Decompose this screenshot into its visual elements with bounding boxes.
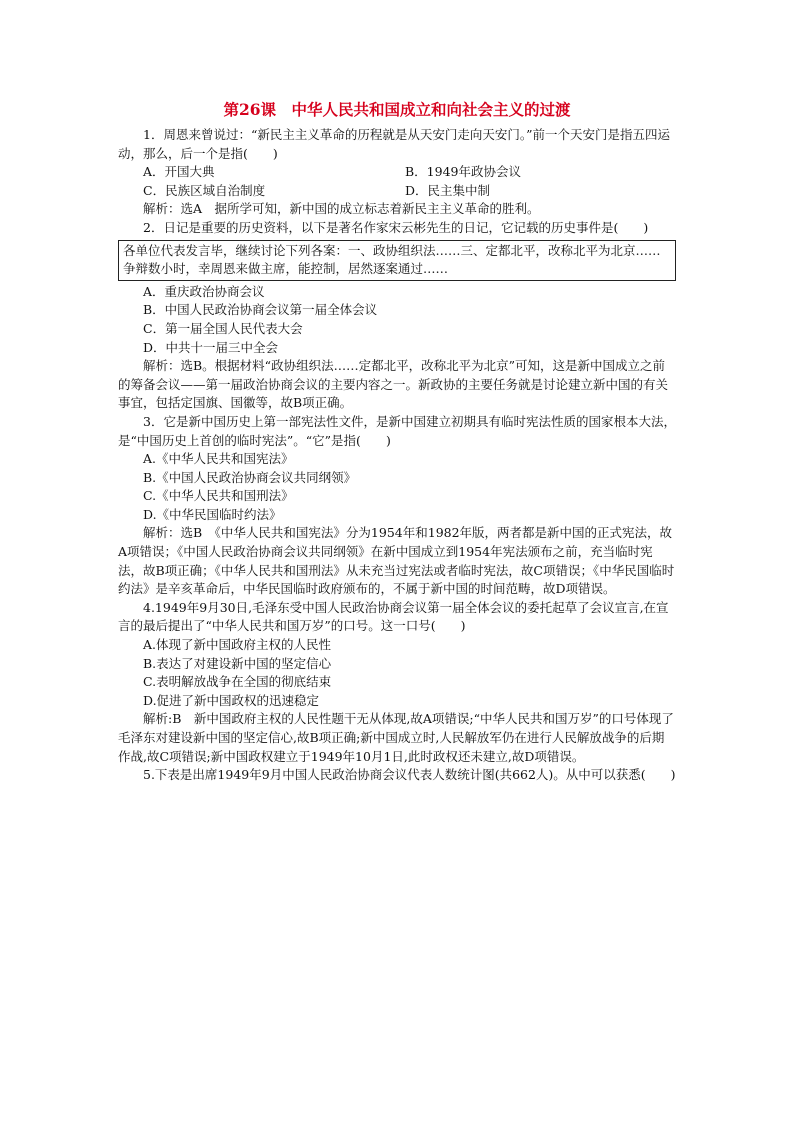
question-4-answer: 解析:B 新中国政府主权的人民性题干无从体现,故A项错误;“中华人民共和国万岁”的口号体现了毛泽东对建设新中国的坚定信心,故B项正确;新中国成立时,人民解放军仍在进行人民解放战争的后期作战,故C项错误;新中国政权建立于1949年10月1日,此时政权还未建立,故D项错误。: [118, 711, 674, 764]
question-3-stem: 3．它是新中国历史上第一部宪法性文件，是新中国建立初期具有临时宪法性质的国家根本大法，是“中国历史上首创的临时宪法”。“它”是指( ): [118, 413, 676, 448]
lesson-title: 第26课 中华人民共和国成立和向社会主义的过渡: [223, 100, 571, 119]
question-2-option-a: A．重庆政治协商会议: [143, 283, 265, 299]
question-2-answer: 解析：选B。根据材料“政协组织法……定都北平，改称北平为北京”可知，这是新中国成立之前的筹备会议——第一届政治协商会议的主要内容之一。新政协的主要任务就是讨论建立新中国的有关事宜，包括定国旗、国徽等，故B项正确。: [118, 358, 669, 411]
question-5-stem: 5.下表是出席1949年9月中国人民政治协商会议代表人数统计图(共662人)。从中可以获悉( ): [143, 767, 676, 783]
question-1-answer: 解析：选A 据所学可知，新中国的成立标志着新民主主义革命的胜利。: [143, 201, 540, 217]
question-2: [118, 219, 676, 413]
question-1-option-c: C．民族区域自治制度: [143, 182, 266, 198]
question-4-stem: 4.1949年9月30日,毛泽东受中国人民政治协商会议第一届全体会议的委托起草了会议宣言,在宣言的最后提出了“中华人民共和国万岁”的口号。这一口号( ): [118, 599, 669, 634]
question-4-option-b: B.表达了对建设新中国的坚定信心: [143, 655, 332, 671]
question-2-option-c: C．第一届全国人民代表大会: [143, 320, 303, 336]
question-3-option-a: A.《中华人民共和国宪法》: [143, 451, 294, 467]
question-2-stem: 2．日记是重要的历史资料，以下是著名作家宋云彬先生的日记，它记载的历史事件是( ): [143, 219, 649, 235]
question-2-quote: 各单位代表发言毕，继续讨论下列各案：一、政协组织法……三、定都北平，改称北平为北京……争辩数小时，幸周恩来做主席，能控制，居然逐案通过……: [123, 242, 661, 277]
question-1-option-b: B．1949年政协会议: [405, 164, 521, 180]
question-4: [118, 599, 676, 766]
question-3-option-b: B.《中国人民政治协商会议共同纲领》: [143, 469, 357, 485]
question-4-option-d: D.促进了新中国政权的迅速稳定: [143, 692, 320, 708]
question-3-answer: 解析：选B 《中华人民共和国宪法》分为1954年和1982年版，两者都是新中国的正式宪法，故A项错误；《中国人民政治协商会议共同纲领》在新中国成立到1954年宪法颁布之前，充当临时宪法，故B项正确；《中华人民共和国刑法》从未充当过宪法或者临时宪法，故C项错误；《中华民国临时约法》是辛亥革命后，中华民国临时政府颁布的，不属于新中国的时间范畴，故D项错误。: [118, 525, 675, 597]
question-2-quote-box: [118, 240, 676, 281]
question-1-options-row-1: [118, 163, 676, 182]
question-1-option-d: D．民主集中制: [405, 182, 491, 198]
question-4-option-c: C.表明解放战争在全国的彻底结束: [143, 674, 332, 690]
question-1-options-row-2: [118, 182, 676, 201]
question-3: [118, 413, 676, 599]
question-1: [118, 126, 676, 219]
question-1-option-a: A．开国大典: [143, 164, 215, 180]
question-3-option-d: D.《中华民国临时约法》: [143, 506, 282, 522]
question-5: [118, 766, 676, 785]
question-4-option-a: A.体现了新中国政府主权的人民性: [143, 637, 332, 653]
document-page: [118, 100, 676, 785]
question-2-option-b: B．中国人民政治协商会议第一届全体会议: [143, 302, 378, 318]
question-3-option-c: C.《中华人民共和国刑法》: [143, 488, 294, 504]
question-2-option-d: D．中共十一届三中全会: [143, 339, 279, 355]
question-1-stem: 1．周恩来曾说过：“新民主主义革命的历程就是从天安门走向天安门。”前一个天安门是指五四运动，那么，后一个是指( ): [118, 127, 670, 161]
